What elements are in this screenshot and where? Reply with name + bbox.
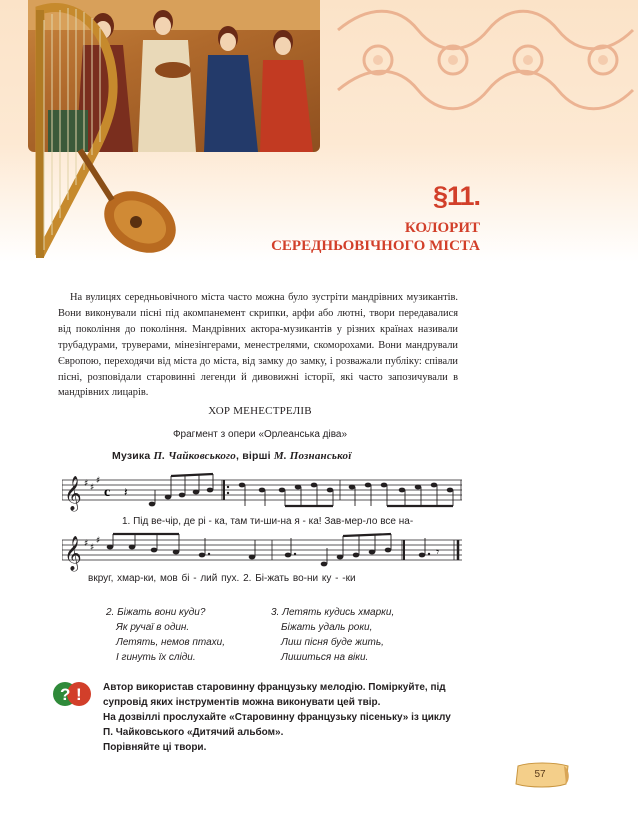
page-number: 57 — [534, 769, 546, 780]
question-line: Автор використав старовинну французьку мелодію. Поміркуйте, під — [103, 682, 446, 693]
floral-ornament — [328, 0, 638, 140]
credits-music-label: Музика — [112, 450, 151, 462]
svg-text:𝄾: 𝄾 — [436, 545, 440, 559]
svg-text:♯: ♯ — [84, 479, 89, 489]
svg-text:♯: ♯ — [96, 536, 101, 546]
intro-paragraph: На вулицях середньовічного міста часто можна було зустріти мандрівних музикантів. Вони виконували пісні під акомпанемент скрипки, арфи або лютні, твори передавалися від покоління до покоління. Мандрівних актора-музикантів у різних країнах називали трубадурами, труверами, мінезінгерами, менестрелями, скоморохами. Вони мандрували Європою, переходячи від міста до міста, від замку до замку, і розважали публіку: співали пісні, розповідали старовинні легенди й дивовижні історії, які часто запозичували в мандрівних лицарів. — [58, 292, 458, 399]
verse-3-line: Біжать удаль роки, — [281, 622, 373, 633]
verse-2-line: Як ручаї в один. — [116, 622, 190, 633]
question-exclamation-icon — [52, 678, 92, 710]
verse-2-line: Летять, немов птахи, — [116, 637, 225, 648]
credits-composer: П. Чайковського — [153, 450, 237, 462]
verse-3-line: Лиш пісня буде жить, — [281, 637, 384, 648]
harp-and-lute-illustration — [0, 0, 230, 262]
question-line: Порівняйте ці твори. — [103, 742, 207, 753]
section-title-line1: КОЛОРИТ — [404, 220, 480, 236]
verse-2-line: І гинуть їх сліди. — [116, 652, 196, 663]
question-line: П. Чайковського «Дитячий альбом». — [103, 727, 284, 738]
verse-3-line: 3. Летять кудись хмарки, — [271, 607, 395, 618]
svg-text:?: ? — [60, 685, 71, 704]
verse-2 — [106, 605, 225, 665]
verse-3-line: Лишиться на віки. — [281, 652, 369, 663]
section-title-line2: СЕРЕДНЬОВІЧНОГО МІСТА — [271, 238, 480, 254]
credits-poet: М. Познанської — [273, 450, 352, 462]
lyrics-line-2: вкруг, хмар-ки, мов бі - лий пух. 2. Бі-жать во-ни ку - -ки — [88, 573, 356, 584]
section-number: §11. — [432, 181, 480, 211]
svg-text:♯: ♯ — [90, 543, 95, 553]
credits-words-label: , вірші — [236, 450, 271, 462]
verse-2-line: 2. Біжать вони куди? — [106, 607, 206, 618]
svg-text:c: c — [104, 485, 111, 500]
svg-text:!: ! — [76, 685, 82, 704]
song-subtitle: Фрагмент з опери «Орлеанська діва» — [172, 429, 348, 440]
song-credits — [112, 450, 351, 462]
question-line: супровід яких інструментів можна виконувати цей твір. — [103, 697, 381, 708]
svg-text:♯: ♯ — [90, 483, 95, 493]
svg-text:𝄞: 𝄞 — [64, 476, 82, 511]
verse-3 — [271, 605, 394, 665]
question-line: На дозвіллі прослухайте «Старовинну французьку пісеньку» із циклу — [103, 712, 451, 723]
questions-block — [103, 680, 473, 755]
svg-text:♯: ♯ — [84, 539, 89, 549]
svg-text:♯: ♯ — [96, 476, 101, 486]
svg-text:𝄽: 𝄽 — [124, 485, 128, 499]
header-banner — [0, 0, 638, 262]
song-title: ХОР МЕНЕСТРЕЛІВ — [208, 405, 312, 417]
lyrics-line-1: 1. Під ве-чір, де рі - ка, там ти-ши-на я - ка! Зав-мер-ло все на- — [122, 516, 414, 527]
svg-text:𝄞: 𝄞 — [64, 536, 82, 571]
